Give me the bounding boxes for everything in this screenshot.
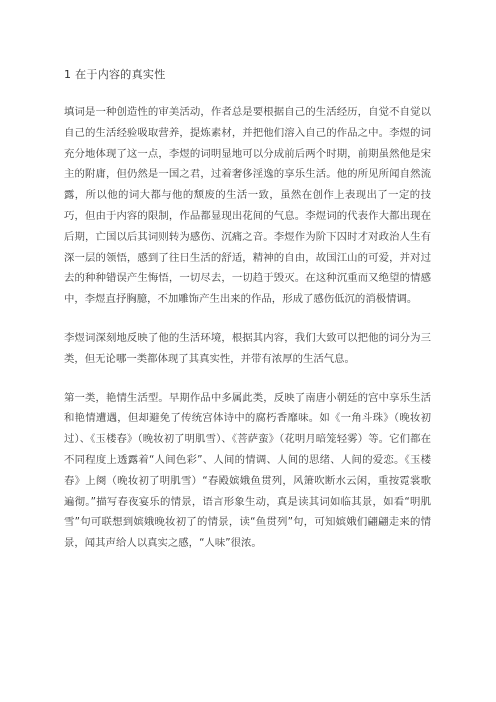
paragraph: 李煜词深刻地反映了他的生活环境，根据其内容，我们大致可以把他的词分为三类，但无论哪一类都体现了其真实性，并带有浓厚的生活气息。 xyxy=(64,331,431,365)
section-heading: 1 在于内容的真实性 xyxy=(64,68,166,81)
paragraph: 第一类，艳情生活型。早期作品中多属此类，反映了南唐小朝廷的宫中享乐生活和艳情遭遇，但却避免了传统宫体诗中的腐朽香靡味。如《一角斗珠》（晚妆初过）、《玉楼春》（晚妆初了明肌雪）、《菩萨蛮》（花明月暗笼轻雾）等。它们都在不同程度上透露着“人间色彩”、人间的情调、人间的思绪、人间的爱恋。《玉楼春》上阕（晚妆初了明肌雪）“春殿嫔娥鱼贯列，风箫吹断水云闲，重按霓裳歌遍彻。”描写春夜宴乐的情景，语言形象生动，真是读其词如临其景，如看“明肌雪”句可联想到嫔娥晚妆初了的情景，读“鱼贯列”句，可知嫔娥们翩翩走来的情景，闻其声给人以真实之感，“人味”很浓。 xyxy=(64,391,431,550)
body-text xyxy=(64,102,431,554)
paragraph: 填词是一种创造性的审美活动，作者总是要根据自己的生活经历，自觉不自觉以自己的生活经验吸取营养，提炼素材，并把他们溶入自己的作品之中。李煜的词充分地体现了这一点，李煜的词明显地可以分成前后两个时期，前期虽然他是宋主的附庸，但仍然是一国之君，过着奢侈淫逸的享乐生活。他的所见所闻自然流露，所以他的词大都与他的颓废的生活一致，虽然在创作上表现出了一定的技巧，但由于内容的限制，作品都显现出花间的气息。李煜词的代表作大都出现在后期，亡国以后其词则转为感伤、沉痛之音。李煜作为阶下囚时才对政治人生有深一层的领悟，感到了往日生活的舒适，精神的自由，故国江山的可爱，并对过去的种种错误产生悔悟，一切尽去，一切趋于毁灭。在这种沉重而又绝望的情感中，李煜直抒胸臆，不加雕饰产生出来的作品，形成了感伤低沉的消极情调。 xyxy=(64,106,431,306)
